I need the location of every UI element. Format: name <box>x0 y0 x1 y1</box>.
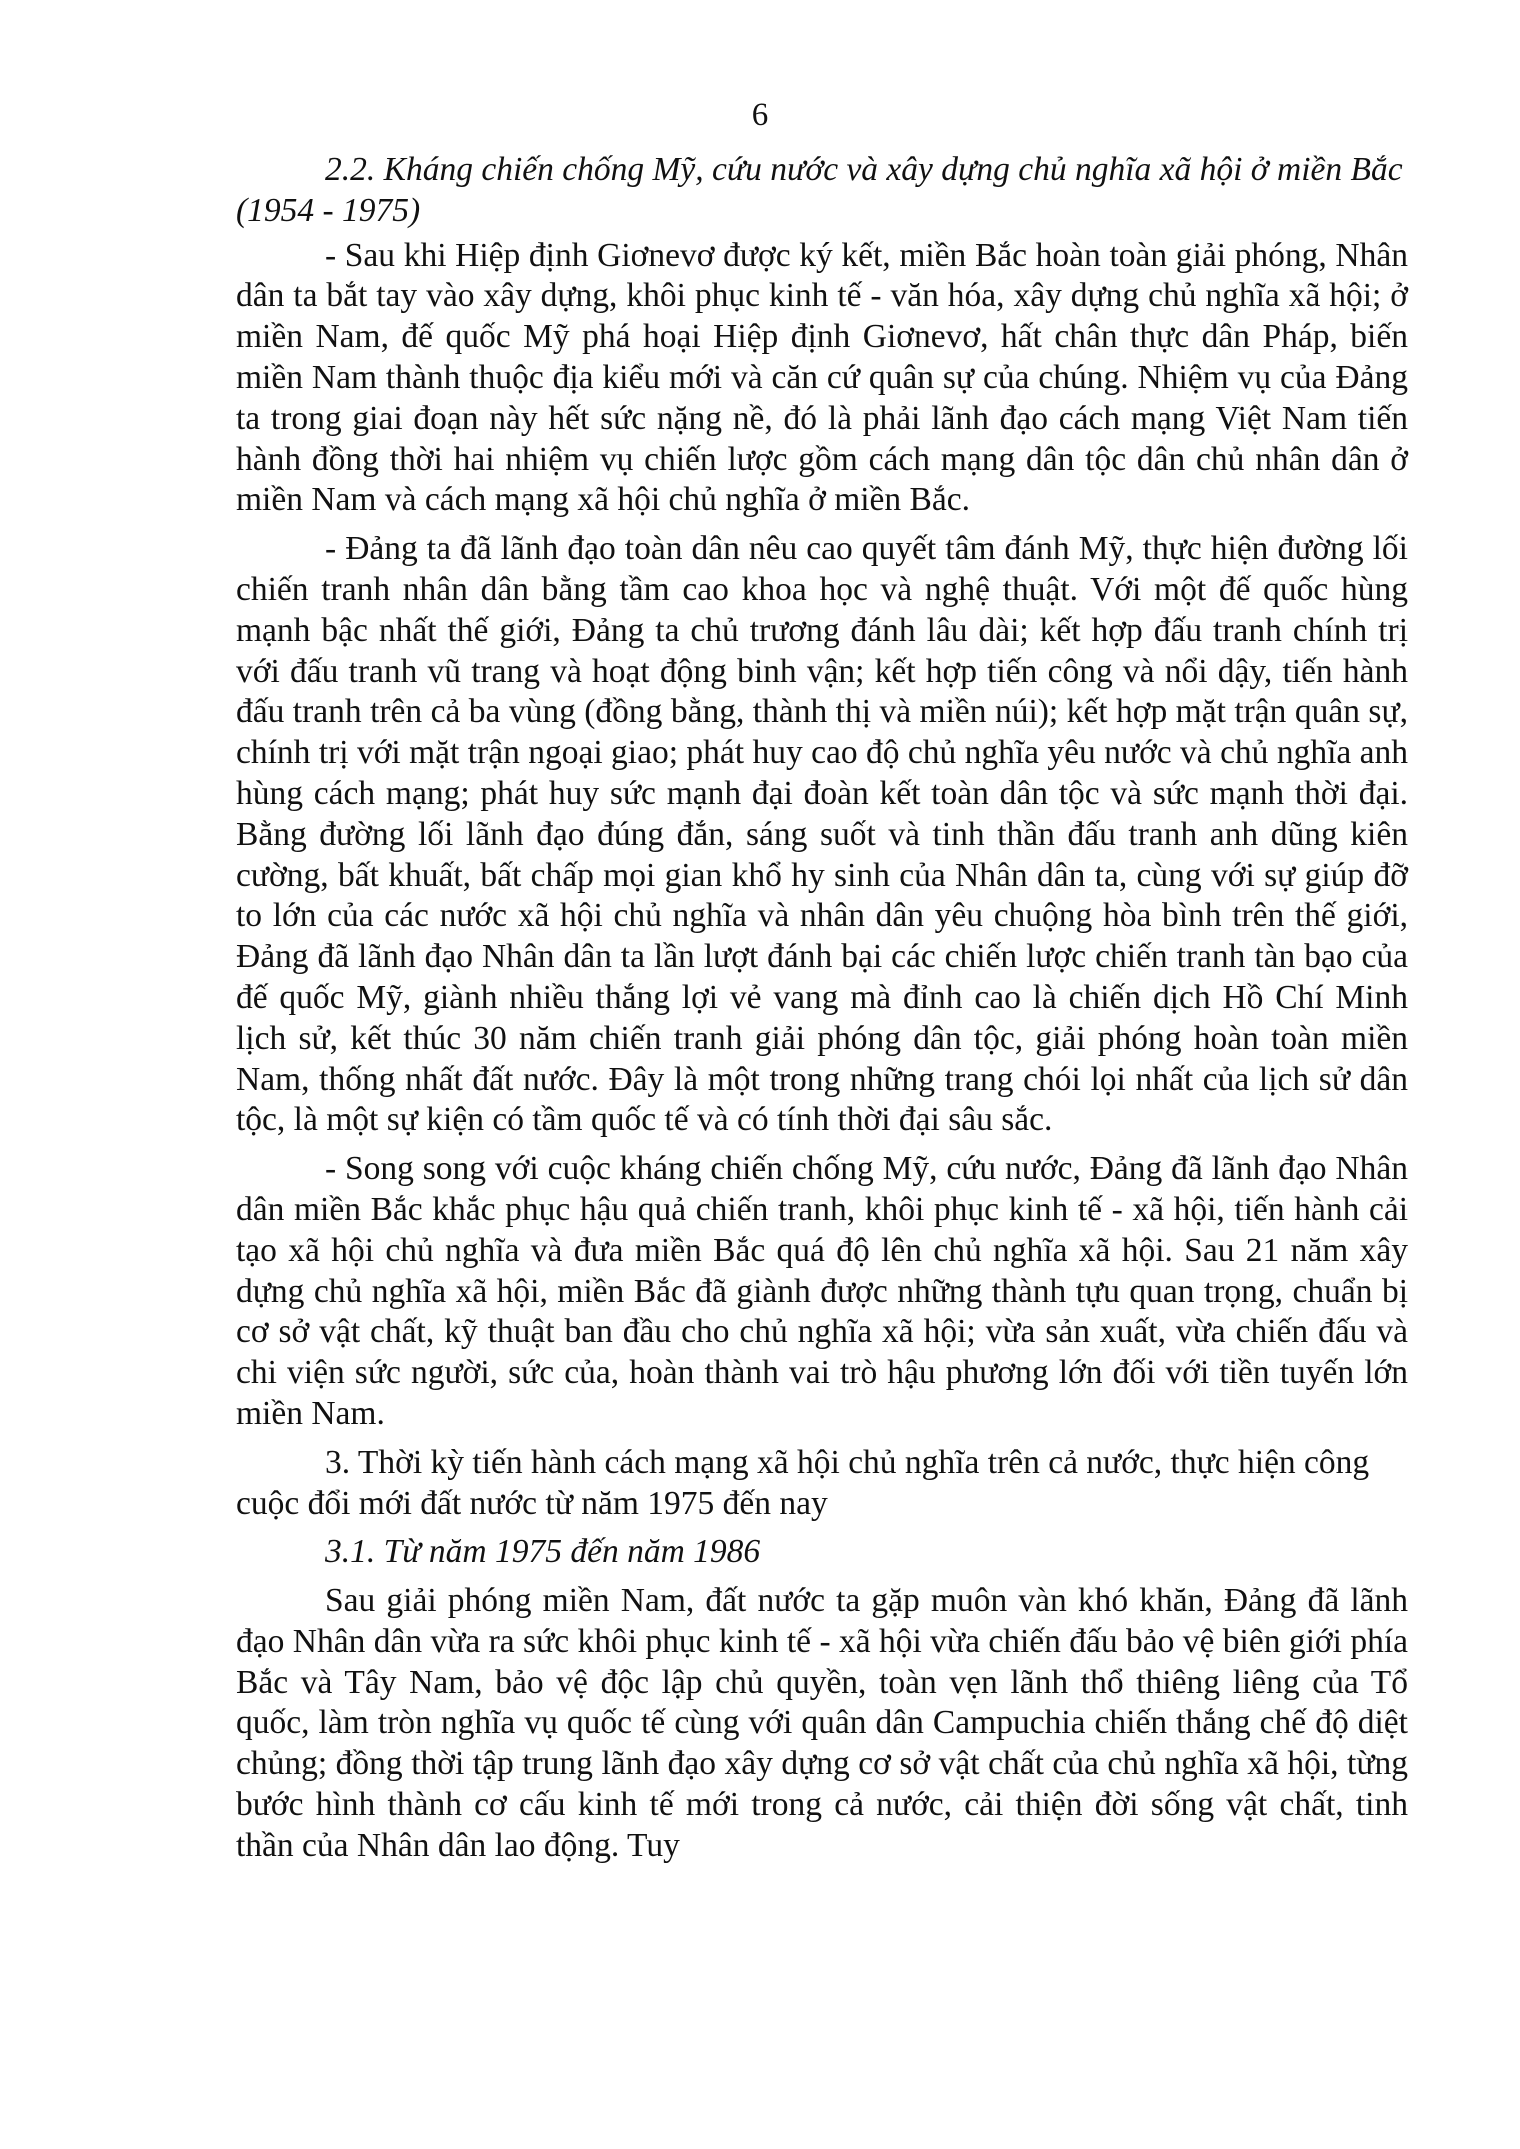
paragraph-post-liberation: Sau giải phóng miền Nam, đất nước ta gặp muôn vàn khó khăn, Đảng đã lãnh đạo Nhân dân vừa ra sức khôi phục kinh tế - xã hội vừa chiến đấu bảo vệ biên giới phía Bắc và Tây Nam, bảo vệ độc lập chủ quyền, toàn vẹn lãnh thổ thiêng liêng của Tổ quốc, làm tròn nghĩa vụ quốc tế cùng với quân dân Campuchia chiến thắng chế độ diệt chủng; đồng thời tập trung lãnh đạo xây dựng cơ sở vật chất của chủ nghĩa xã hội, từng bước hình thành cơ cấu kinh tế mới trong cả nước, cải thiện đời sống vật chất, tinh thần của Nhân dân lao động. Tuy <box>236 1582 1408 1864</box>
page-number: 6 <box>751 97 769 133</box>
section-heading-3: 3. Thời kỳ tiến hành cách mạng xã hội chủ nghĩa trên cả nước, thực hiện công cuộc đổi mới đất nước từ năm 1975 đến nay <box>236 1443 1370 1522</box>
paragraph-north-construction: - Song song với cuộc kháng chiến chống Mỹ, cứu nước, Đảng đã lãnh đạo Nhân dân miền Bắc khắc phục hậu quả chiến tranh, khôi phục kinh tế - xã hội, tiến hành cải tạo xã hội chủ nghĩa và đưa miền Bắc quá độ lên chủ nghĩa xã hội. Sau 21 năm xây dựng chủ nghĩa xã hội, miền Bắc đã giành được những thành tựu quan trọng, chuẩn bị cơ sở vật chất, kỹ thuật ban đầu cho chủ nghĩa xã hội; vừa sản xuất, vừa chiến đấu và chi viện sức người, sức của, hoàn thành vai trò hậu phương lớn đối với tiền tuyến lớn miền Nam. <box>236 1150 1408 1432</box>
paragraph-resistance: - Đảng ta đã lãnh đạo toàn dân nêu cao quyết tâm đánh Mỹ, thực hiện đường lối chiến tranh nhân dân bằng tầm cao khoa học và nghệ thuật. Với một đế quốc hùng mạnh bậc nhất thế giới, Đảng ta chủ trương đánh lâu dài; kết hợp đấu tranh chính trị với đấu tranh vũ trang và hoạt động binh vận; kết hợp tiến công và nổi dậy, tiến hành đấu tranh trên cả ba vùng (đồng bằng, thành thị và miền núi); kết hợp mặt trận quân sự, chính trị với mặt trận ngoại giao; phát huy cao độ chủ nghĩa yêu nước và chủ nghĩa anh hùng cách mạng; phát huy sức mạnh đại đoàn kết toàn dân tộc và sức mạnh thời đại. Bằng đường lối lãnh đạo đúng đắn, sáng suốt và tinh thần đấu tranh anh dũng kiên cường, bất khuất, bất chấp mọi gian khổ hy sinh của Nhân dân ta, cùng với sự giúp đỡ to lớn của các nước xã hội chủ nghĩa và nhân dân yêu chuộng hòa bình trên thế giới, Đảng đã lãnh đạo Nhân dân ta lần lượt đánh bại các chiến lược chiến tranh tàn bạo của đế quốc Mỹ, giành nhiều thắng lợi vẻ vang mà đỉnh cao là chiến dịch Hồ Chí Minh lịch sử, kết thúc 30 năm chiến tranh giải phóng dân tộc, giải phóng hoàn toàn miền Nam, thống nhất đất nước. Đây là một trong những trang chói lọi nhất của lịch sử dân tộc, là một sự kiện có tầm quốc tế và có tính thời đại sâu sắc. <box>236 530 1408 1139</box>
paragraph-geneva: - Sau khi Hiệp định Giơnevơ được ký kết, miền Bắc hoàn toàn giải phóng, Nhân dân ta bắt tay vào xây dựng, khôi phục kinh tế - văn hóa, xây dựng chủ nghĩa xã hội; ở miền Nam, đế quốc Mỹ phá hoại Hiệp định Giơnevơ, hất chân thực dân Pháp, biến miền Nam thành thuộc địa kiểu mới và căn cứ quân sự của chúng. Nhiệm vụ của Đảng ta trong giai đoạn này hết sức nặng nề, đó là phải lãnh đạo cách mạng Việt Nam tiến hành đồng thời hai nhiệm vụ chiến lược gồm cách mạng dân tộc dân chủ nhân dân ở miền Nam và cách mạng xã hội chủ nghĩa ở miền Bắc. <box>236 236 1408 519</box>
section-heading-2-2: 2.2. Kháng chiến chống Mỹ, cứu nước và xây dựng chủ nghĩa xã hội ở miền Bắc (1954 - 1975) <box>236 151 1403 229</box>
section-heading-3-1: 3.1. Từ năm 1975 đến năm 1986 <box>325 1533 761 1571</box>
page-body <box>236 150 1408 1867</box>
